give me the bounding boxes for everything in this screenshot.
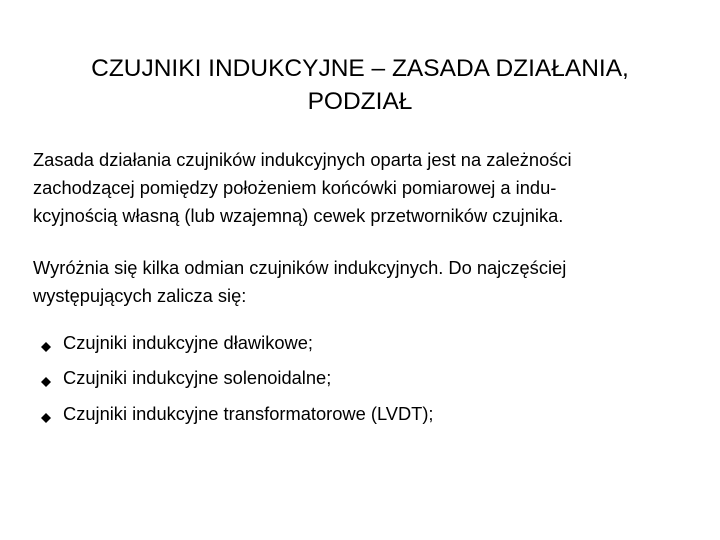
diamond-bullet-icon [38,370,54,386]
slide-title-line-1: CZUJNIKI INDUKCYJNE – ZASADA DZIAŁANIA, [91,55,629,82]
slide-title-line-2: PODZIAŁ [307,88,413,115]
list-item [38,361,688,397]
list-item-text: Czujniki indukcyjne transformatorowe (LVDT); [63,402,434,424]
diamond-bullet-icon [38,335,54,351]
list-item [38,396,688,432]
types-intro-line-1: Wyróżnia się kilka odmian czujników indukcyjnych. Do najczęściej [33,257,567,278]
list-item [38,325,688,361]
principle-paragraph-line-2: zachodzącej pomiędzy położeniem końcówki pomiarowej a indu- [33,177,557,198]
types-intro-paragraph [33,254,693,310]
diamond-bullet-icon [38,406,54,422]
sensor-types-list [38,325,688,432]
principle-paragraph [33,146,693,230]
slide-title [40,52,680,118]
list-item-text: Czujniki indukcyjne dławikowe; [63,331,313,353]
types-intro-line-2: występujących zalicza się: [33,285,247,306]
principle-paragraph-line-1: Zasada działania czujników indukcyjnych oparta jest na zależności [33,149,572,170]
principle-paragraph-line-3: kcyjnością własną (lub wzajemną) cewek przetworników czujnika. [33,205,564,226]
list-item-text: Czujniki indukcyjne solenoidalne; [63,367,332,389]
